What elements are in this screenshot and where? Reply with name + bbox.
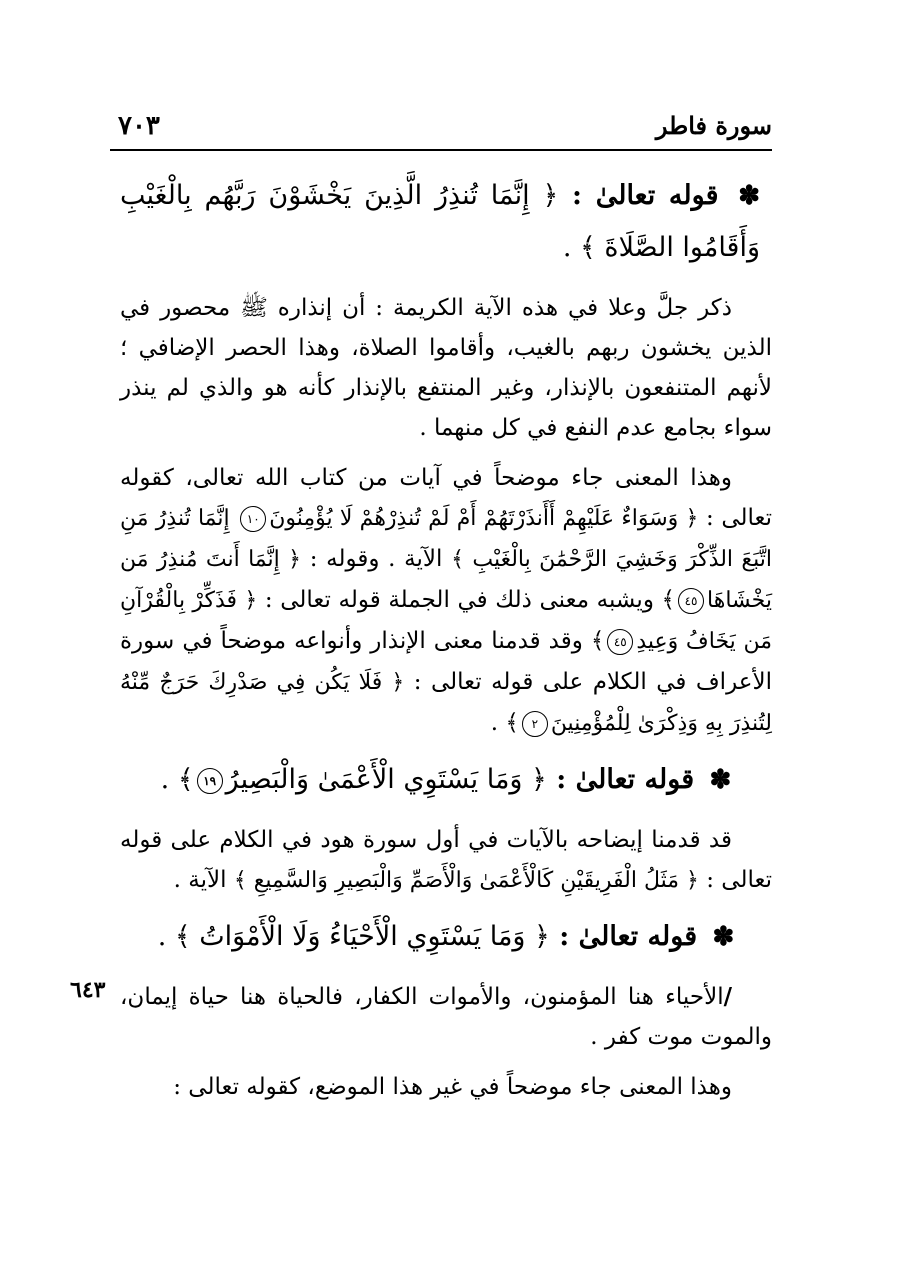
heading-label: قوله تعالىٰ : [556, 764, 695, 795]
text-run: وهذا المعنى جاء موضحاً في آيات من كتاب الله تعالى، كقوله تعالى : [120, 465, 773, 531]
ayah-number-badge: ٤٥ [678, 588, 704, 614]
heading-label: قوله تعالىٰ : [572, 180, 719, 211]
quran-quote: ﴿ فَلَا يَكُن فِي صَدْرِكَ حَرَجٌ مِّنْهُ لِتُنذِرَ بِهِ وَذِكْرَىٰ لِلْمُؤْمِنِينَ [120, 670, 772, 736]
heading-verse: ﴿ وَمَا يَسْتَوِي الْأَحْيَاءُ وَلَا الْأَمْوَاتُ ﴾ . [157, 921, 550, 952]
text-run: ﴾ وقد قدمنا معنى الإنذار وأنواعه موضحاً في سورة الأعراف في الكلام على قوله تعالى : [120, 628, 772, 695]
quran-quote: ﴿ مَثَلُ الْفَرِيقَيْنِ كَالْأَعْمَىٰ وَالْأَصَمِّ وَالْبَصِيرِ وَالسَّمِيعِ ﴾ [233, 868, 699, 893]
heading-label: قوله تعالىٰ : [559, 921, 698, 952]
paragraph [120, 458, 772, 744]
paragraph [120, 820, 772, 901]
page-number: ٧٠٣ [118, 111, 160, 141]
paragraph: ذكر جلَّ وعلا في هذه الآية الكريمة : أن إنذاره ﷺ محصور في الذين يخشون ربهم بالغيب، وأقاموا الصلاة، وهذا الحصر الإضافي ؛ لأنهم المتنفعون بالإنذار، وغير المنتفع بالإنذار كأنه هو والذي لم ينذر سواء بجامع عدم النفع في كل منهما . [120, 295, 772, 441]
ayah-number-badge: ١٩ [197, 768, 223, 794]
margin-page-number: ٦٤٣ [70, 977, 106, 1003]
section-heading [120, 911, 772, 963]
quran-quote: ﴿ وَسَوَاءٌ عَلَيْهِمْ أَأَنذَرْتَهُمْ أَمْ لَمْ تُنذِرْهُمْ لَا يُؤْمِنُونَ [269, 506, 699, 531]
text-run: الآية . وقوله : [301, 546, 452, 572]
heading-verse: ﴿ إِنَّمَا تُنذِرُ الَّذِينَ يَخْشَوْنَ رَبَّهُم بِالْغَيْبِ وَأَقَامُوا الصَّلَاةَ ﴾ . [120, 180, 760, 263]
paragraph [120, 977, 772, 1057]
heading-verse: ﴿ وَمَا يَسْتَوِي الْأَعْمَىٰ وَالْبَصِيرُ [225, 764, 547, 795]
text-run: الآية . [173, 867, 234, 893]
margin-row [70, 977, 772, 1057]
section-heading [120, 170, 772, 274]
text-run: ﴾ ويشبه معنى ذلك في الجملة قوله تعالى : [257, 587, 676, 613]
ayah-number-badge: ٢ [522, 711, 548, 737]
asterisk-icon: ✽ [709, 765, 732, 795]
text-run: قد قدمنا إيضاحه بالآيات في أول سورة هود في الكلام على قوله تعالى : [120, 827, 772, 893]
page-content [70, 170, 773, 1117]
section-heading [120, 754, 772, 806]
heading-verse-end: ﴾ . [160, 764, 194, 795]
paragraph: وهذا المعنى جاء موضحاً في غير هذا الموضع، كقوله تعالى : [173, 1074, 732, 1100]
quran-quote: إِنَّمَا تُنذِرُ مَنِ اتَّبَعَ الذِّكْرَ وَخَشِيَ الرَّحْمَٰنَ بِالْغَيْبِ ﴾ [120, 506, 772, 572]
asterisk-icon: ✽ [738, 181, 760, 211]
asterisk-icon: ✽ [712, 922, 735, 952]
quran-quote: ﴿ إِنَّمَا أَنتَ مُنذِرُ مَن يَخْشَاهَا [120, 547, 772, 613]
surah-name: سورة فاطر [655, 111, 772, 140]
page-header [110, 105, 772, 151]
text-run: ﴾ . [490, 710, 519, 736]
ayah-number-badge: ١٠ [240, 506, 266, 532]
text-run: الأحياء هنا المؤمنون، والأموات الكفار، فالحياة هنا حياة إيمان، والموت موت كفر . [120, 984, 772, 1050]
ayah-number-badge: ٤٥ [607, 629, 633, 655]
quran-quote: ﴿ فَذَكِّرْ بِالْقُرْآنِ مَن يَخَافُ وَعِيدِ [120, 588, 772, 654]
page-break-marker: / [723, 983, 732, 1010]
